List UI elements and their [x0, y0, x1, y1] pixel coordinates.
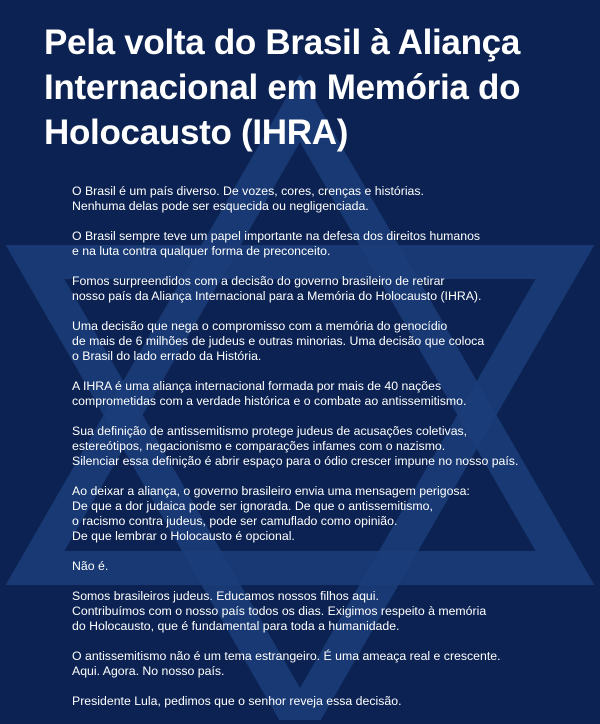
page-title: Pela volta do Brasil à Aliança Internacional em Memória do Holocausto (IHRA) [44, 23, 521, 152]
paragraph: Presidente Lula, pedimos que o senhor reveja essa decisão. [72, 694, 402, 708]
paragraph: Não é. [72, 559, 109, 573]
letter-body [72, 184, 582, 724]
paragraph: O Brasil é um país diverso. De vozes, cores, crenças e histórias. Nenhuma delas pode ser esquecida ou negligenciada. [72, 184, 424, 213]
paragraph: Uma decisão que nega o compromisso com a memória do genocídio de mais de 6 milhões de judeus e outras minorias. Uma decisão que coloca o Brasil do lado errado da História. [72, 319, 485, 363]
paragraph: A IHRA é uma aliança internacional formada por mais de 40 nações comprometidas com a verdade histórica e o combate ao antissemitismo. [72, 379, 467, 408]
paragraph: Fomos surpreendidos com a decisão do governo brasileiro de retirar nosso país da Aliança Internacional para a Memória do Holocausto (IHRA). [72, 274, 482, 303]
paragraph: Sua definição de antissemitismo protege judeus de acusações coletivas, estereótipos, negacionismo e comparações infames com o nazismo. Silenciar essa definição é abrir espaço para o ódio crescer impune no nosso país. [72, 424, 519, 468]
paragraph: Ao deixar a aliança, o governo brasileiro envia uma mensagem perigosa: De que a dor judaica pode ser ignorada. De que o antissemitismo, o racismo contra judeus, pode ser camuflado como opinião. De que lembrar o Holocausto é opcional. [72, 484, 470, 543]
paragraph: O Brasil sempre teve um papel importante na defesa dos direitos humanos e na luta contra qualquer forma de preconceito. [72, 229, 481, 258]
paragraph: Somos brasileiros judeus. Educamos nossos filhos aqui. Contribuímos com o nosso país todos os dias. Exigimos respeito à memória do Holocausto, que é fundamental para toda a humanidade. [72, 589, 487, 633]
paragraph: O antissemitismo não é um tema estrangeiro. É uma ameaça real e crescente. Aqui. Agora. No nosso país. [72, 649, 501, 678]
